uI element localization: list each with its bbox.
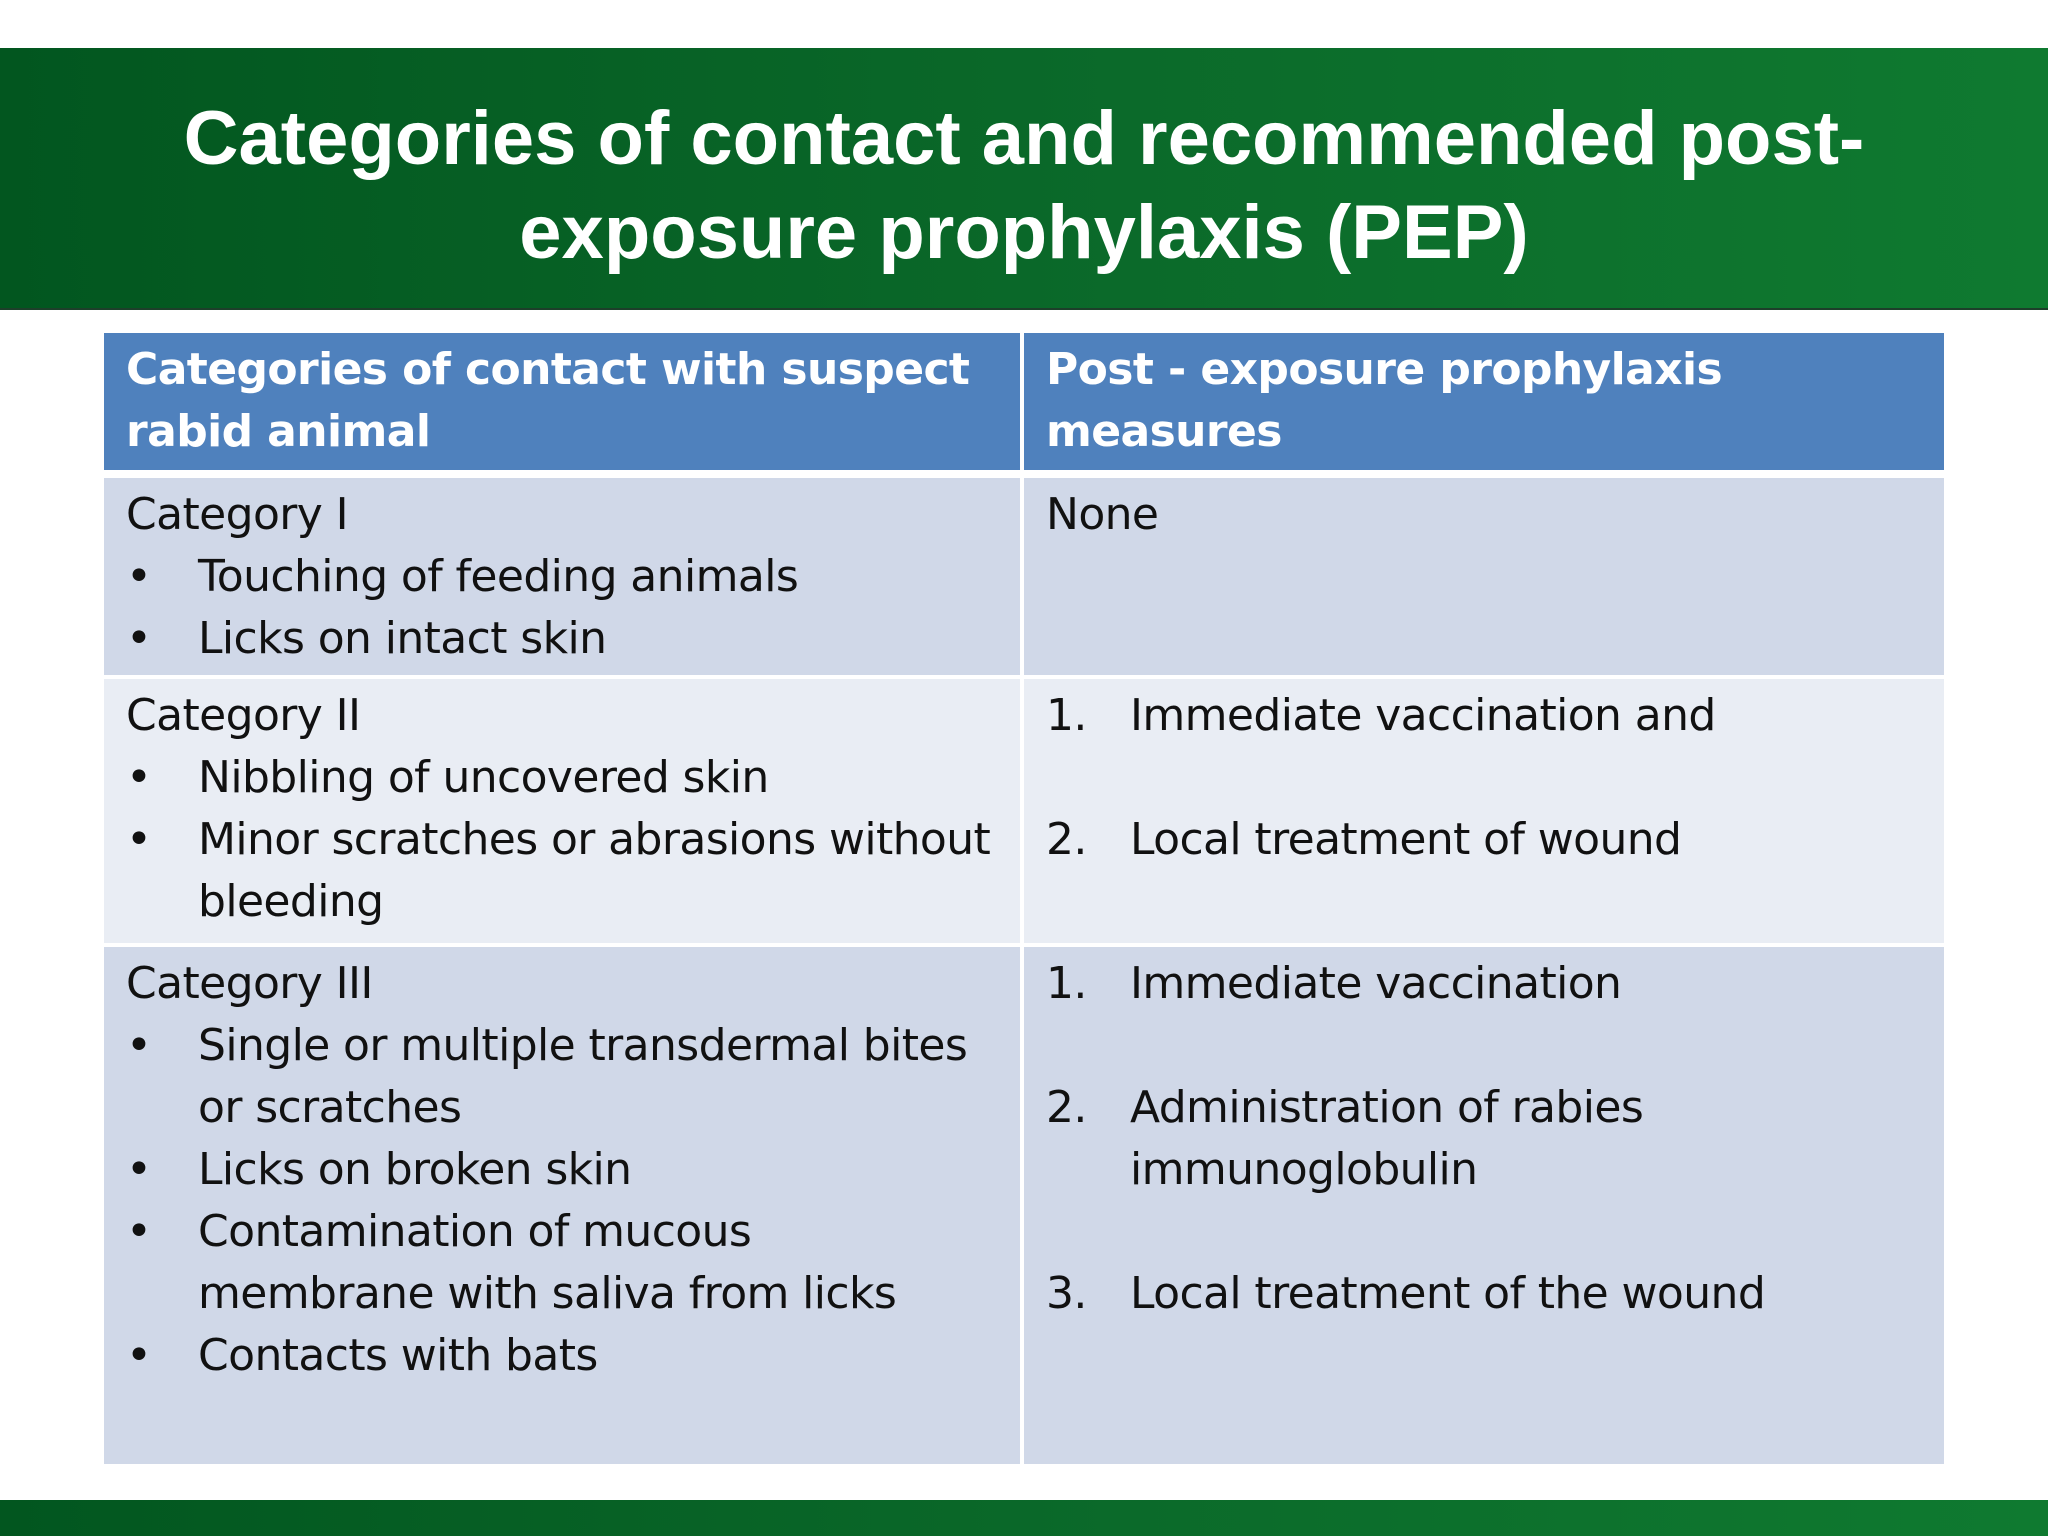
list-item	[126, 546, 1000, 608]
category-3-cell	[104, 947, 1020, 1464]
list-item	[1046, 1077, 1924, 1201]
bullet-icon: •	[126, 551, 152, 602]
category-2-measures-cell	[1024, 679, 1944, 943]
list-item	[126, 1325, 1000, 1387]
measure-text: Immediate vaccination	[1130, 958, 1622, 1009]
header-categories-label: Categories of contact with suspect rabid animal	[126, 344, 970, 457]
pep-table	[104, 333, 1944, 1464]
category-2-cell	[104, 679, 1020, 943]
list-item	[1046, 953, 1924, 1015]
contact-text: Licks on broken skin	[198, 1144, 632, 1195]
measure-text: Local treatment of wound	[1130, 814, 1682, 865]
list-item	[1046, 809, 1924, 871]
list-item	[126, 809, 1000, 933]
header-pep-label: Post - exposure prophylaxis measures	[1046, 344, 1723, 457]
category-3-measures-cell	[1024, 947, 1944, 1464]
category-1-measures-cell	[1024, 478, 1944, 675]
list-item	[126, 1015, 1000, 1139]
list-number: 3.	[1046, 1268, 1087, 1319]
list-item	[1046, 1263, 1924, 1325]
measure-text: Immediate vaccination and	[1130, 690, 1716, 741]
contact-text: Minor scratches or abrasions without bleeding	[198, 814, 991, 927]
measure-text: Administration of rabies immunoglobulin	[1130, 1082, 1644, 1195]
footer-band	[0, 1500, 2048, 1536]
list-number: 1.	[1046, 690, 1087, 741]
contact-text: Nibbling of uncovered skin	[198, 752, 769, 803]
contact-text: Single or multiple transdermal bites or scratches	[198, 1020, 968, 1133]
category-1-title: Category I	[126, 489, 348, 540]
slide-title: Categories of contact and recommended post-exposure prophylaxis (PEP)	[183, 96, 1865, 275]
bullet-icon: •	[126, 1206, 152, 1257]
contact-text: Touching of feeding animals	[198, 551, 799, 602]
category-2-title: Category II	[126, 690, 361, 741]
bullet-icon: •	[126, 1330, 152, 1381]
bullet-icon: •	[126, 613, 152, 664]
category-1-cell	[104, 478, 1020, 675]
bullet-icon: •	[126, 752, 152, 803]
list-number: 2.	[1046, 1082, 1087, 1133]
measure-none-text: None	[1046, 489, 1159, 540]
bullet-icon: •	[126, 1020, 152, 1071]
measure-text: Local treatment of the wound	[1130, 1268, 1766, 1319]
list-item	[126, 608, 1000, 670]
list-item	[126, 1139, 1000, 1201]
list-item	[126, 747, 1000, 809]
contact-text: Contamination of mucous membrane with saliva from licks	[198, 1206, 897, 1319]
contact-text: Contacts with bats	[198, 1330, 598, 1381]
header-cell-categories	[104, 333, 1020, 470]
header-cell-pep	[1024, 333, 1944, 470]
list-number: 1.	[1046, 958, 1087, 1009]
category-3-title: Category III	[126, 958, 373, 1009]
list-item	[1046, 685, 1924, 747]
bullet-icon: •	[126, 814, 152, 865]
list-item	[126, 1201, 1000, 1325]
list-number: 2.	[1046, 814, 1087, 865]
bullet-icon: •	[126, 1144, 152, 1195]
contact-text: Licks on intact skin	[198, 613, 607, 664]
